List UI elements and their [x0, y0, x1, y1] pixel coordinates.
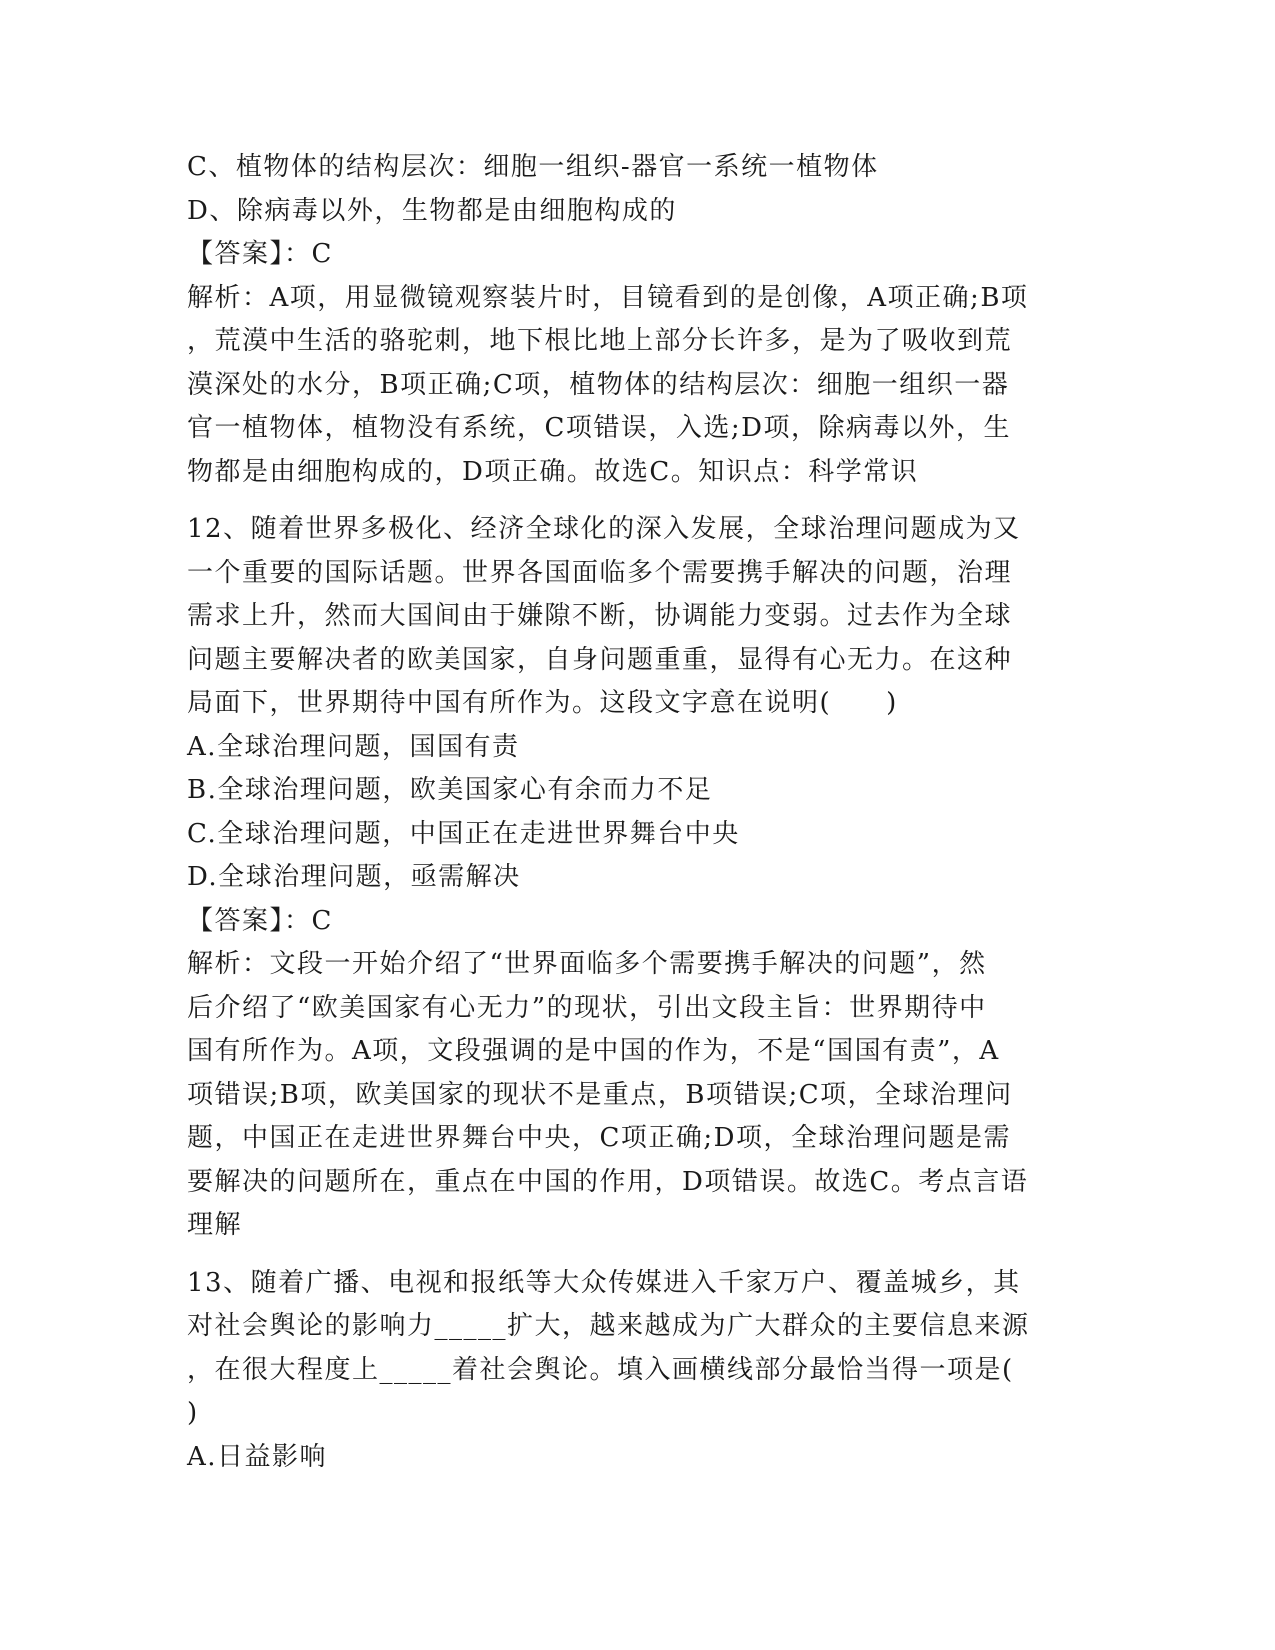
- stem-line: 13、随着广播、电视和报纸等大众传媒进入千家万户、覆盖城乡，其: [187, 1267, 1021, 1298]
- stem-line: 一个重要的国际话题。世界各国面临多个需要携手解决的问题，治理: [187, 557, 1013, 588]
- stem-line: 对社会舆论的影响力_____扩大，越来越成为广大群众的主要信息来源: [187, 1311, 1030, 1341]
- analysis-line: 解析：文段一开始介绍了“世界面临多个需要携手解决的问题”，然: [187, 949, 987, 979]
- option-c: C、植物体的结构层次：细胞一组织-器官一系统一植物体: [187, 152, 879, 182]
- analysis-line: 要解决的问题所在，重点在中国的作用，D项错误。故选C。考点言语: [187, 1166, 1029, 1197]
- answer-label: 【答案】：C: [187, 239, 333, 269]
- answer-label: 【答案】：C: [187, 905, 333, 936]
- stem-line: ): [187, 1398, 199, 1428]
- option-b: B.全球治理问题，欧美国家心有余而力不足: [187, 775, 713, 805]
- question-stem: [187, 1262, 1087, 1436]
- stem-line: ，在很大程度上_____着社会舆论。填入画横线部分最恰当得一项是(: [187, 1354, 1014, 1385]
- analysis-line: 解析：A项，用显微镜观察装片时，目镜看到的是创像，A项正确;B项: [187, 282, 1029, 313]
- question-11-tail: [187, 146, 1087, 494]
- analysis-line: 漠深处的水分，B项正确;C项，植物体的结构层次：细胞一组织一器: [187, 369, 1010, 400]
- analysis-line: 题，中国正在走进世界舞台中央，C项正确;D项，全球治理问题是需: [187, 1123, 1011, 1153]
- analysis: [187, 943, 1087, 1248]
- question-13: [187, 1262, 1087, 1480]
- analysis-line: 理解: [187, 1210, 243, 1240]
- option-a: A.全球治理问题，国国有责: [187, 731, 520, 762]
- analysis-line: 后介绍了“欧美国家有心无力”的现状，引出文段主旨：世界期待中: [187, 992, 987, 1023]
- analysis-line: 项错误;B项，欧美国家的现状不是重点，B项错误;C项，全球治理问: [187, 1079, 1013, 1110]
- analysis-line: 官一植物体，植物没有系统，C项错误，入选;D项，除病毒以外，生: [187, 413, 1011, 443]
- analysis: [187, 277, 1087, 495]
- analysis-line: 国有所作为。A项，文段强调的是中国的作为，不是“国国有责”，A: [187, 1036, 1000, 1066]
- option-d: D、除病毒以外，生物都是由细胞构成的: [187, 195, 677, 226]
- stem-line: 需求上升，然而大国间由于嫌隙不断，协调能力变弱。过去作为全球: [187, 601, 1013, 631]
- spacer: [187, 1248, 1087, 1262]
- document-page: [187, 146, 1087, 1479]
- stem-line: 局面下，世界期待中国有所作为。这段文字意在说明( ): [187, 688, 898, 718]
- analysis-line: ，荒漠中生活的骆驼刺，地下根比地上部分长许多，是为了吸收到荒: [187, 326, 1013, 356]
- option-d: D.全球治理问题，亟需解决: [187, 862, 521, 892]
- stem-line: 问题主要解决者的欧美国家，自身问题重重，显得有心无力。在这种: [187, 644, 1013, 675]
- stem-line: 12、随着世界多极化、经济全球化的深入发展，全球治理问题成为又: [187, 514, 1021, 544]
- option-a: A.日益影响: [187, 1441, 328, 1472]
- analysis-line: 物都是由细胞构成的，D项正确。故选C。知识点：科学常识: [187, 456, 919, 487]
- option-c: C.全球治理问题，中国正在走进世界舞台中央: [187, 818, 740, 849]
- question-12: [187, 508, 1087, 1248]
- question-stem: [187, 508, 1087, 726]
- spacer: [187, 494, 1087, 508]
